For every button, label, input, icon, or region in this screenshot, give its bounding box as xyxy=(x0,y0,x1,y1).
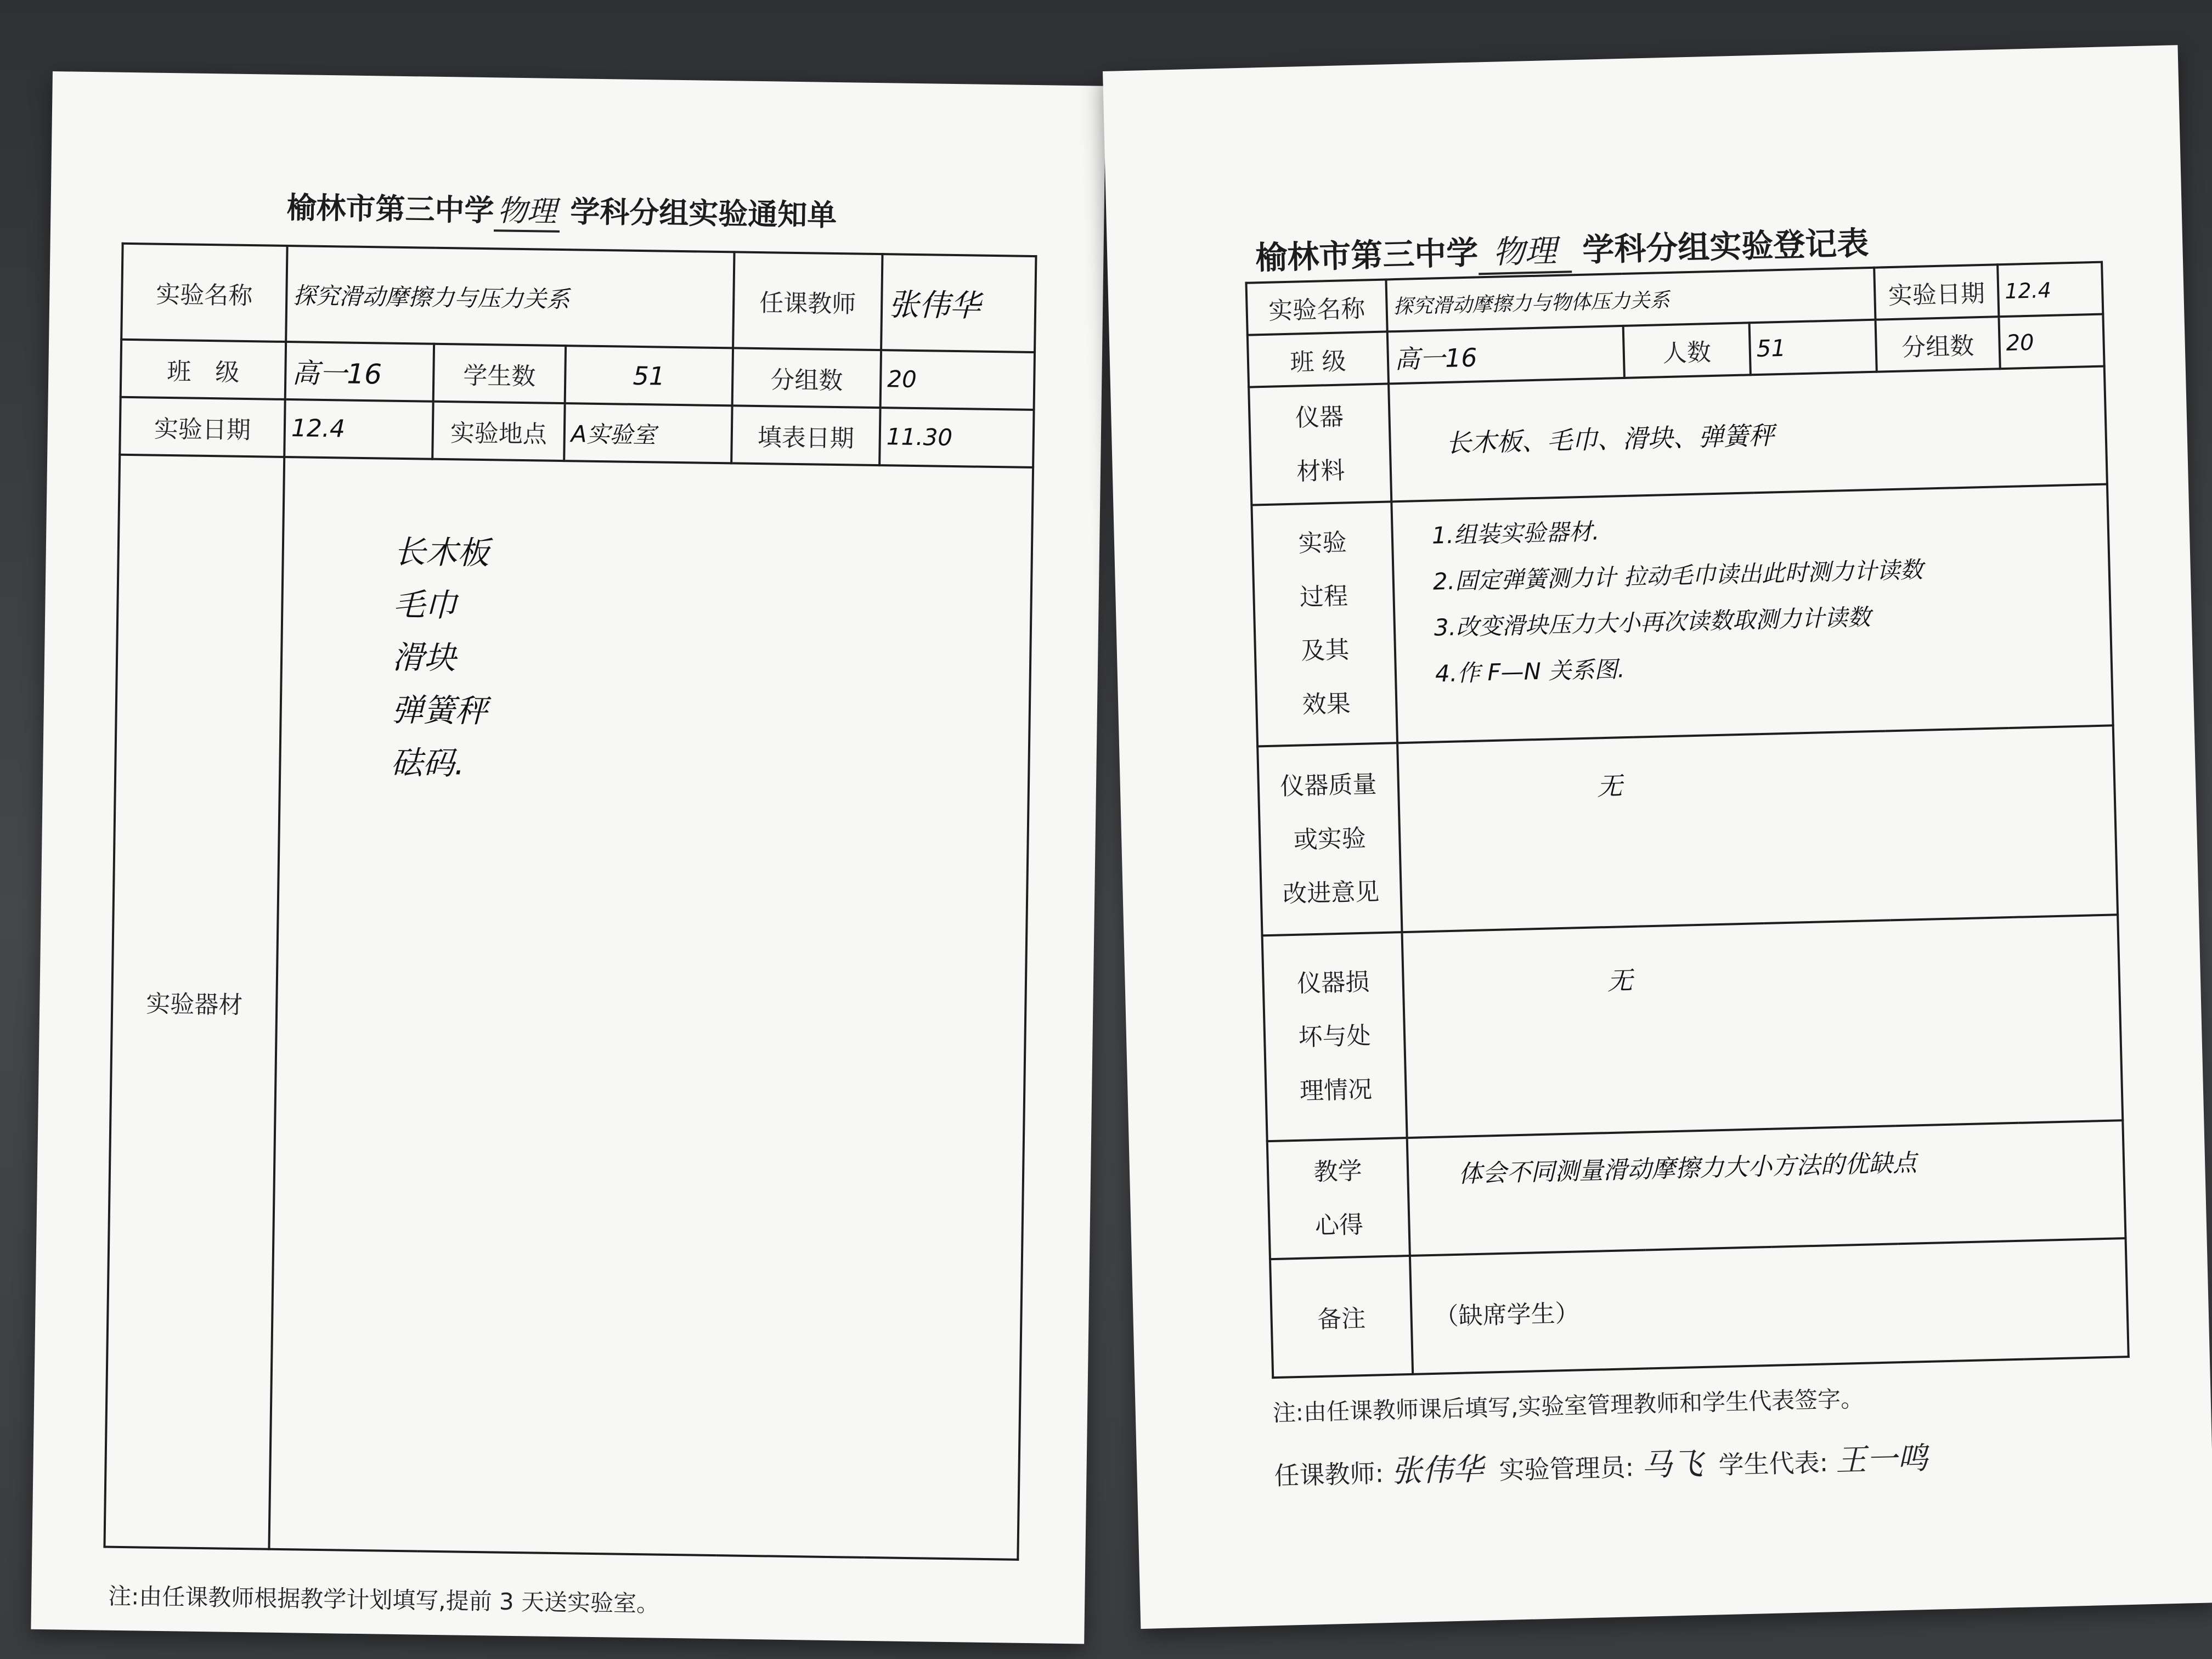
reg-class-label: 班 级 xyxy=(1248,331,1389,387)
register-sheet xyxy=(1103,45,2212,1629)
process-step: 3.改变滑块压力大小再次读数取测力计读数 xyxy=(1434,603,1871,641)
reg-people-label: 人数 xyxy=(1623,323,1751,378)
notice-sheet xyxy=(31,71,1105,1644)
equipment-item: 长木板 xyxy=(393,533,490,572)
quality-value: 无 xyxy=(1397,725,2118,932)
damage-label: 仪器损 坏与处 理情况 xyxy=(1262,932,1407,1141)
reg-class-value: 高一16 xyxy=(1387,326,1624,383)
teacher-signature: 张伟华 xyxy=(881,254,1036,352)
instruments-value: 长木板、毛巾、滑块、弹簧秤 xyxy=(1389,366,2107,502)
instruments-label: 仪器 材料 xyxy=(1249,383,1391,505)
reg-experiment-name-value: 探究滑动摩擦力与物体压力关系 xyxy=(1386,268,1875,332)
experiment-name-label: 实验名称 xyxy=(121,244,287,342)
register-title: 榆林市第三中学 物理 学科分组实验登记表 xyxy=(1255,224,1870,277)
reflection-value: 体会不同测量滑动摩擦力大小方法的优缺点 xyxy=(1407,1120,2126,1256)
experiment-date-label: 实验日期 xyxy=(120,397,285,457)
remarks-label: 备注 xyxy=(1270,1256,1413,1378)
student-signature-value: 王一鸣 xyxy=(1835,1441,1928,1479)
damage-value: 无 xyxy=(1402,915,2123,1138)
equipment-label: 实验器材 xyxy=(104,455,284,1549)
equipment-item: 滑块 xyxy=(392,638,456,677)
notice-subject: 物理 xyxy=(494,187,560,233)
teacher-label: 任课教师 xyxy=(733,252,882,350)
process-step: 4.作 F—N 关系图. xyxy=(1435,656,1626,687)
class-value: 高一16 xyxy=(285,342,434,402)
location-value: A实验室 xyxy=(564,403,732,463)
student-count-label: 学生数 xyxy=(433,344,566,403)
reg-experiment-date-value: 12.4 xyxy=(1997,262,2103,317)
process-label: 实验 过程 及其 效果 xyxy=(1251,501,1397,746)
quality-label: 仪器质量 或实验 改进意见 xyxy=(1257,743,1402,935)
group-count-value: 20 xyxy=(881,350,1035,410)
student-count-value: 51 xyxy=(565,346,733,405)
register-footnote: 注:由任课教师课后填写,实验室管理教师和学生代表签字。 xyxy=(1272,1385,1864,1427)
equipment-item: 弹簧秤 xyxy=(391,691,488,730)
reg-experiment-date-label: 实验日期 xyxy=(1874,264,1999,319)
signature-row xyxy=(1273,1434,1936,1494)
experiment-name-value: 探究滑动摩擦力与压力关系 xyxy=(286,246,734,348)
experiment-date-value: 12.4 xyxy=(284,399,433,459)
register-subject: 物理 xyxy=(1477,224,1572,275)
equipment-item: 砝码. xyxy=(390,743,465,782)
fill-date-label: 填表日期 xyxy=(731,405,880,465)
equipment-item: 毛巾 xyxy=(393,585,457,624)
equipment-list xyxy=(269,457,1033,1560)
notice-title: 榆林市第三中学物理 学科分组实验通知单 xyxy=(286,184,837,236)
remarks-value: （缺席学生） xyxy=(1410,1238,2129,1374)
process-step: 2.固定弹簧测力计 拉动毛巾读出此时测力计读数 xyxy=(1432,556,1923,595)
reg-people-value: 51 xyxy=(1750,320,1877,375)
notice-table xyxy=(103,242,1037,1561)
reflection-label: 教学 心得 xyxy=(1267,1138,1410,1259)
admin-signature-label: 实验管理员: xyxy=(1498,1452,1634,1486)
location-label: 实验地点 xyxy=(432,402,565,461)
register-table xyxy=(1245,261,2129,1379)
teacher-signature-value: 张伟华 xyxy=(1391,1451,1484,1489)
reg-experiment-name-label: 实验名称 xyxy=(1246,279,1387,335)
reg-group-count-label: 分组数 xyxy=(1875,317,2000,371)
process-steps xyxy=(1391,484,2113,743)
fill-date-value: 11.30 xyxy=(879,408,1034,467)
student-signature-label: 学生代表: xyxy=(1718,1447,1829,1480)
process-step: 1.组装实验器材. xyxy=(1431,518,1600,549)
group-count-label: 分组数 xyxy=(732,348,881,408)
notice-footnote: 注:由任课教师根据教学计划填写,提前 3 天送实验室。 xyxy=(108,1582,660,1617)
reg-group-count-value: 20 xyxy=(1999,314,2104,369)
teacher-signature-label: 任课教师: xyxy=(1273,1458,1384,1491)
admin-signature-value: 马飞 xyxy=(1641,1446,1703,1483)
class-label: 班 级 xyxy=(121,340,286,399)
